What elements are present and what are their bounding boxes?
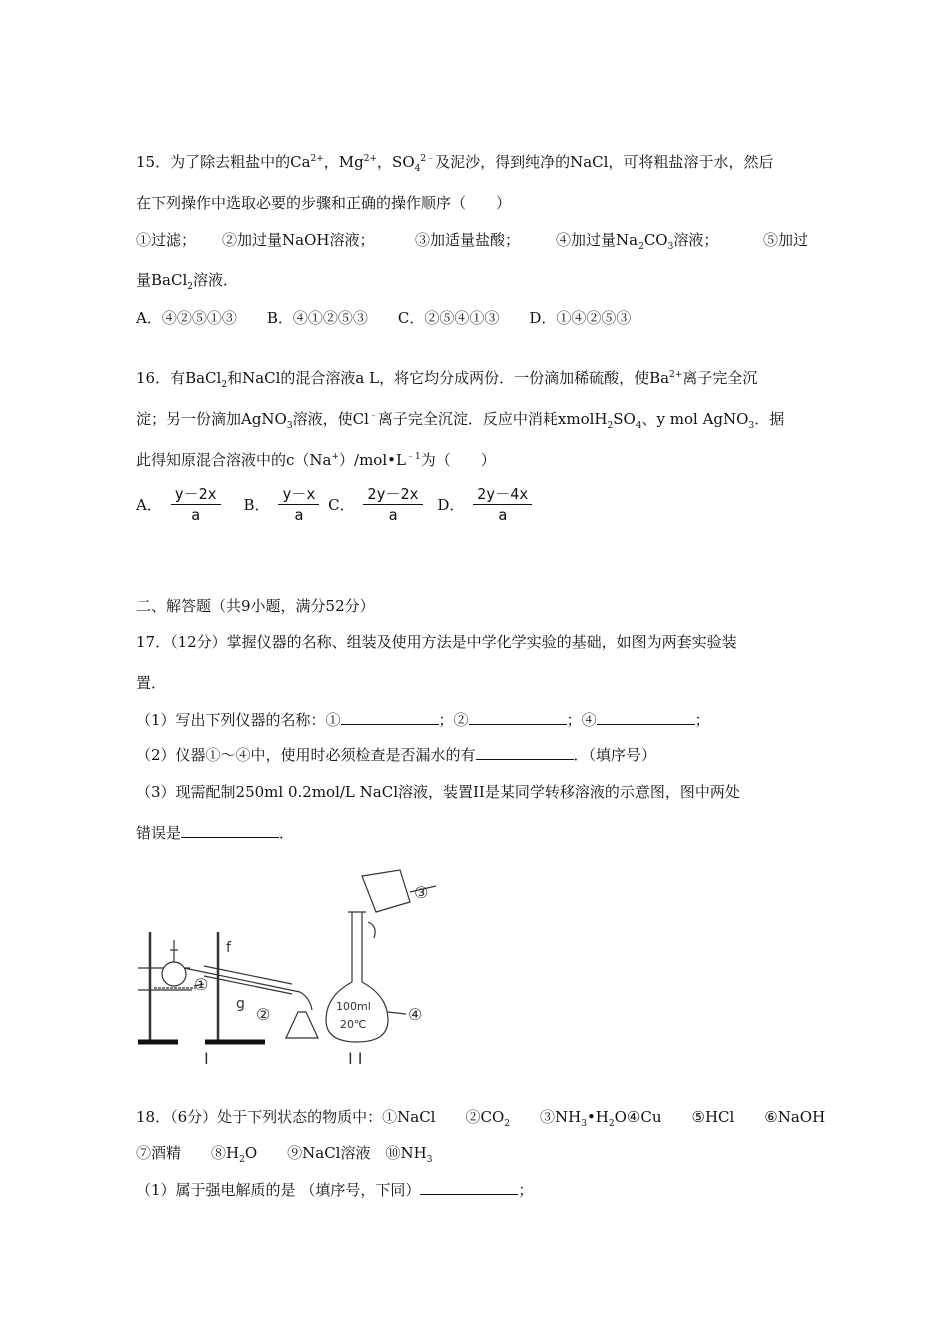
apparatus-figure [130, 862, 460, 1072]
fraction-numerator: 2y－2x [363, 484, 422, 505]
q18-line1: 18．（6分）处于下列状态的物质中：①NaCl $②CO_2$ $③NH_3•H_2O④Cu$ ⑤HCl ⑥NaOH [136, 1108, 826, 1129]
label-g: g [236, 996, 245, 1012]
q15-op2: ②加过量NaOH溶液； [222, 231, 375, 249]
q15-line2: 在下列操作中选取必要的步骤和正确的操作顺序（ ） [136, 194, 512, 212]
q16-line2: 淀；另一份滴加AgNO$_3$溶液，使Cl﹣离子完全沉淀．反应中消耗$xmolH_2SO_4$、y mol AgNO$_3$．据 [136, 410, 785, 431]
q18-line2: ⑦酒精 $⑧H_2O$ ⑨NaCl溶液 $⑩NH_3$ [136, 1144, 433, 1165]
answer-blank-4[interactable] [597, 710, 695, 725]
section-heading: 二、解答题（共9小题，满分52分） [136, 597, 375, 615]
answer-blank-leak-check[interactable] [476, 745, 574, 760]
q16-option-c-fraction [363, 484, 422, 525]
label-4: ④ [408, 1005, 423, 1024]
fraction-denominator: a [498, 506, 508, 524]
label-f: f [226, 940, 231, 956]
q17-line1: 17．（12分）掌握仪器的名称、组装及使用方法是中学化学实验的基础，如图为两套实验装 [136, 633, 737, 651]
q17-sub1: （1）写出下列仪器的名称：① ；② ；④ ； [136, 711, 710, 729]
answer-blank-2[interactable] [469, 710, 567, 725]
q17-sub3: （3）现需配制250ml 0.2mol/L NaCl溶液，装置II是某同学转移溶液的示意图，图中两处 [136, 783, 740, 801]
fraction-denominator: a [191, 506, 201, 524]
q15-op5: ⑤加过 [763, 231, 809, 249]
q18-sub1: （1）属于强电解质的是 （填序号，下同） ； [136, 1181, 534, 1199]
q16-option-b-fraction [278, 484, 319, 525]
q16-options [136, 484, 536, 525]
q17-line2: 置． [136, 674, 167, 692]
caption-II: I I [348, 1049, 363, 1068]
fraction-numerator: 2y－4x [473, 484, 532, 505]
q15-op4: ④加过量$Na_2CO_3$溶液； [556, 231, 719, 252]
answer-blank-errors[interactable] [181, 823, 279, 838]
q16-option-c-label: C． [328, 496, 355, 514]
q16-option-b-label: B． [243, 496, 270, 514]
flask-volume-mark: 100ml [336, 1000, 371, 1013]
fraction-denominator: a [388, 506, 398, 524]
q16-line1: 16．有BaCl$_2$和NaCl的混合溶液a L，将它均分成两份．一份滴加稀硫酸，使$Ba^{2+}$离子完全沉 [136, 369, 758, 390]
q16-option-d-fraction [473, 484, 532, 525]
q16-line3: 此得知原混合溶液中的$c(Na^+)/mol•L^{﹣1}$为（ ） [136, 451, 496, 469]
q15-op3: ③加适量盐酸； [415, 231, 521, 249]
q15-line4: 量BaCl$_2$溶液． [136, 271, 238, 292]
label-1: ① [194, 975, 209, 994]
flask-temp-mark: 20℃ [340, 1018, 367, 1031]
q15-op1: ①过滤； [136, 231, 197, 249]
q17-sub2: （2）仪器①～④中，使用时必须检查是否漏水的有 ．（填序号） [136, 746, 657, 764]
q16-option-a-label: A． [136, 496, 162, 514]
answer-blank-1[interactable] [341, 710, 439, 725]
answer-blank-strong-electrolyte[interactable] [420, 1180, 518, 1195]
q15-line1: 15．为了除去粗盐中的$Ca^{2+}$，$Mg^{2+}$，$SO_4^{2﹣}$及泥沙，得到纯净的NaCl，可将粗盐溶于水，然后 [136, 153, 774, 174]
fraction-numerator: y－2x [171, 484, 221, 505]
label-3: ③ [414, 883, 429, 902]
label-2: ② [256, 1005, 271, 1024]
fraction-denominator: a [294, 506, 304, 524]
q17-sub3-line2: 错误是 ． [136, 824, 295, 842]
q16-option-a-fraction [171, 484, 221, 525]
q15-options: A．④②⑤①③ B．④①②⑤③ C．②⑤④①③ D．①④②⑤③ [136, 309, 632, 327]
q16-option-d-label: D． [437, 496, 465, 514]
fraction-numerator: y－x [278, 484, 319, 505]
caption-I: I [204, 1049, 209, 1068]
